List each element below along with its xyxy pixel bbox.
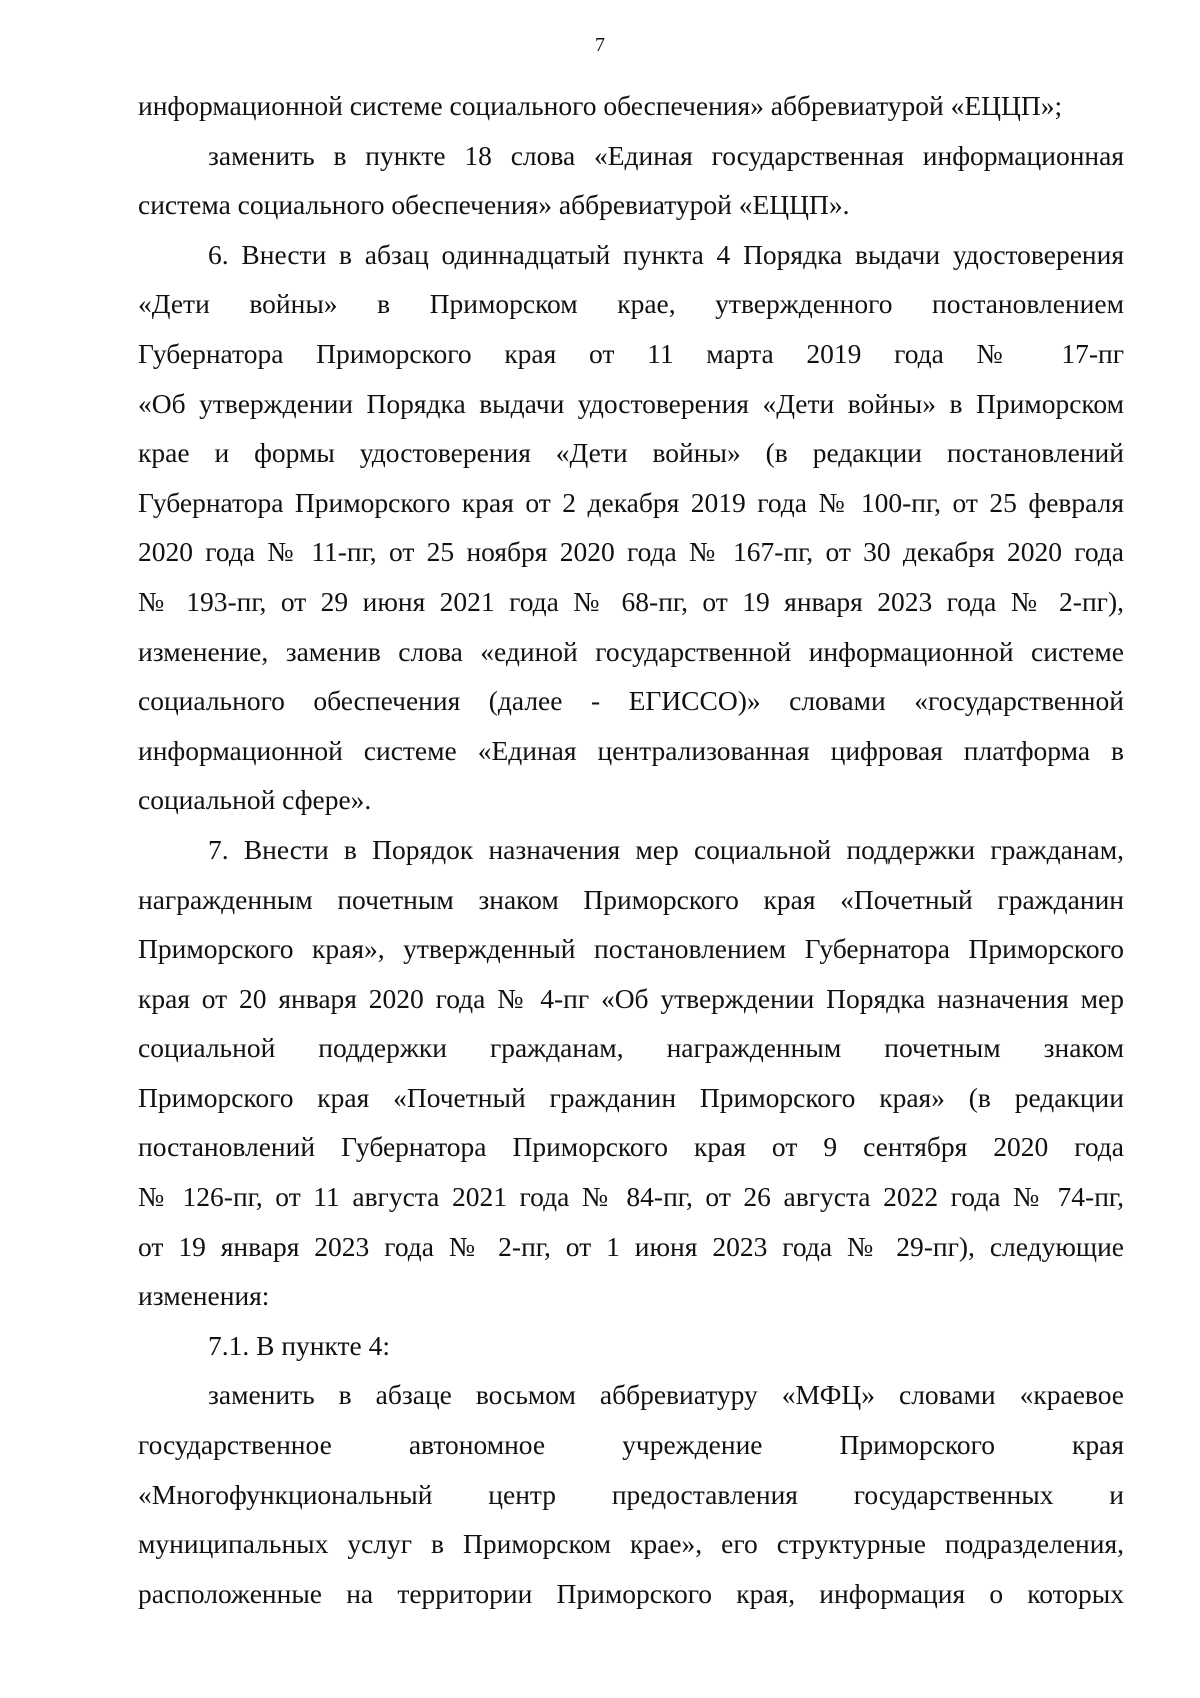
page-number: 7: [595, 34, 605, 56]
text-line: муниципальных услуг в Приморском крае», его структурные подразделения,: [138, 1528, 1124, 1560]
text-line: социального обеспечения (далее - ЕГИССО)» словами «государственной: [138, 685, 1124, 717]
text-line: «Об утверждении Порядка выдачи удостоверения «Дети войны» в Приморском: [138, 387, 1124, 419]
text-line: изменение, заменив слова «единой государственной информационной системе: [138, 635, 1124, 667]
text-line: изменения:: [138, 1280, 270, 1312]
text-line: 2020 года № 11-пг, от 25 ноября 2020 года № 167-пг, от 30 декабря 2020 года: [138, 536, 1124, 568]
document-body: [138, 86, 1124, 1623]
text-line: 6. Внести в абзац одиннадцатый пункта 4 Порядка выдачи удостоверения: [208, 238, 1124, 270]
text-line: система социального обеспечения» аббревиатурой «ЕЦЦП».: [138, 189, 850, 221]
text-line: крае и формы удостоверения «Дети войны» (в редакции постановлений: [138, 437, 1124, 469]
text-line: № 193-пг, от 29 июня 2021 года № 68-пг, от 19 января 2023 года № 2-пг),: [138, 585, 1124, 617]
text-line: «Дети войны» в Приморском крае, утвержденного постановлением: [138, 288, 1124, 320]
text-line: от 19 января 2023 года № 2-пг, от 1 июня 2023 года № 29-пг), следующие: [138, 1230, 1124, 1262]
text-line: 7.1. В пункте 4:: [208, 1329, 391, 1361]
text-line: награжденным почетным знаком Приморского края «Почетный гражданин: [138, 883, 1124, 915]
text-line: расположенные на территории Приморского края, информация о которых: [138, 1577, 1124, 1609]
text-line: Приморского края «Почетный гражданин Приморского края» (в редакции: [138, 1081, 1124, 1113]
text-line: социальной поддержки гражданам, награжденным почетным знаком: [138, 1032, 1124, 1064]
text-line: информационной системе социального обеспечения» аббревиатурой «ЕЦЦП»;: [138, 90, 1063, 121]
text-line: Губернатора Приморского края от 2 декабря 2019 года № 100-пг, от 25 февраля: [138, 486, 1124, 518]
text-line: № 126-пг, от 11 августа 2021 года № 84-пг, от 26 августа 2022 года № 74-пг,: [138, 1181, 1124, 1213]
text-line: заменить в пункте 18 слова «Единая государственная информационная: [208, 139, 1124, 171]
text-line: государственное автономное учреждение Приморского края: [138, 1429, 1124, 1461]
text-line: информационной системе «Единая централизованная цифровая платформа в: [138, 734, 1124, 766]
text-line: социальной сфере».: [138, 784, 372, 816]
text-line: Губернатора Приморского края от 11 марта 2019 года № 17-пг: [138, 337, 1124, 369]
text-line: 7. Внести в Порядок назначения мер социальной поддержки гражданам,: [208, 833, 1124, 865]
text-line: заменить в абзаце восьмом аббревиатуру «МФЦ» словами «краевое: [208, 1379, 1124, 1411]
text-line: постановлений Губернатора Приморского края от 9 сентября 2020 года: [138, 1131, 1124, 1163]
text-line: края от 20 января 2020 года № 4-пг «Об утверждении Порядка назначения мер: [138, 982, 1124, 1014]
text-line: Приморского края», утвержденный постановлением Губернатора Приморского: [138, 933, 1124, 965]
text-line: «Многофункциональный центр предоставления государственных и: [138, 1478, 1124, 1510]
